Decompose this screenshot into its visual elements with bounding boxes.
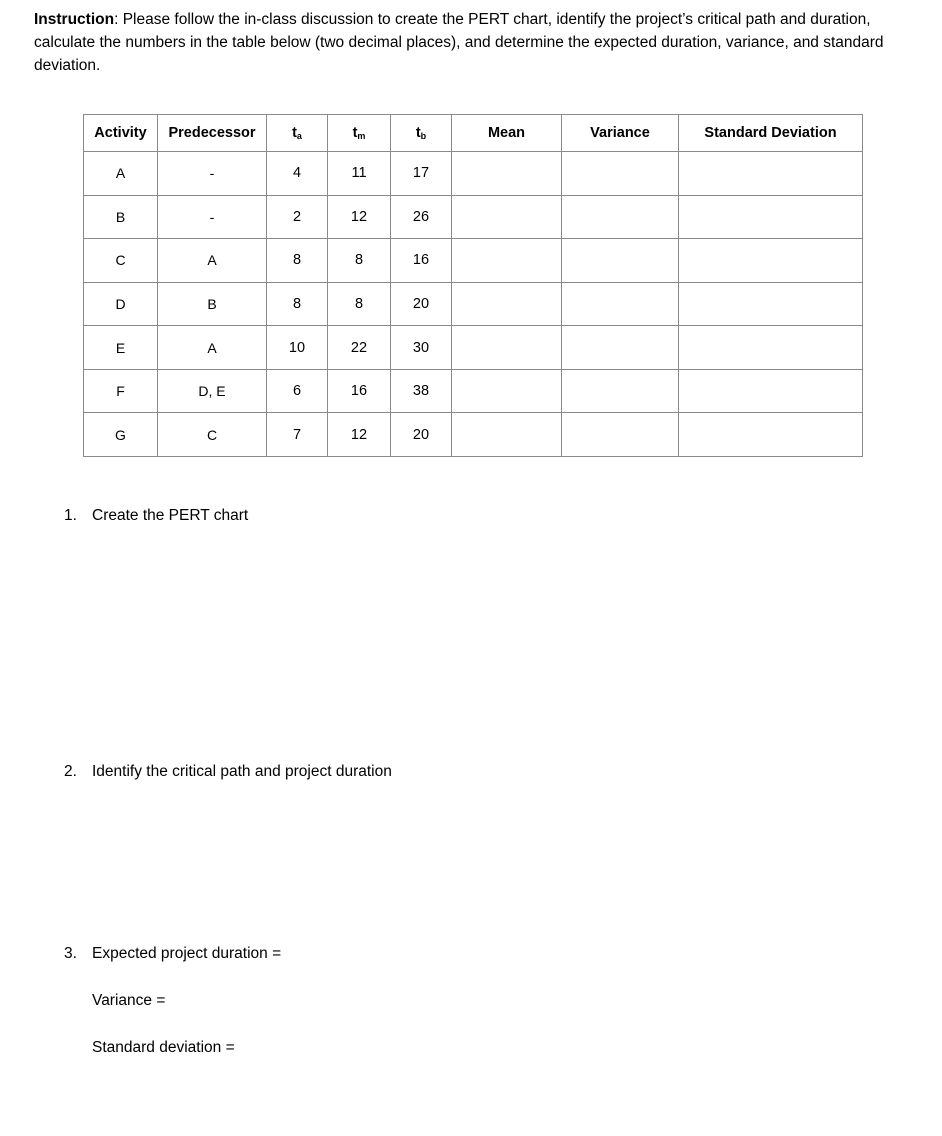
cell-variance[interactable] xyxy=(562,413,679,457)
cell-mean[interactable] xyxy=(452,152,562,196)
cell-tb: 20 xyxy=(391,282,452,326)
cell-mean[interactable] xyxy=(452,239,562,283)
cell-variance[interactable] xyxy=(562,282,679,326)
header-std: Standard Deviation xyxy=(679,115,863,152)
question-1-number: 1. xyxy=(64,507,77,524)
table-row xyxy=(84,195,863,239)
cell-activity: G xyxy=(84,413,158,457)
cell-variance[interactable] xyxy=(562,152,679,196)
pert-table xyxy=(83,114,863,457)
cell-ta: 7 xyxy=(267,413,328,457)
table-row xyxy=(84,326,863,370)
header-variance: Variance xyxy=(562,115,679,152)
header-ta xyxy=(267,115,328,152)
cell-ta: 10 xyxy=(267,326,328,370)
cell-std[interactable] xyxy=(679,152,863,196)
header-tm-base: t xyxy=(352,125,358,141)
cell-variance[interactable] xyxy=(562,195,679,239)
cell-tb: 20 xyxy=(391,413,452,457)
cell-std[interactable] xyxy=(679,239,863,283)
cell-mean[interactable] xyxy=(452,413,562,457)
header-mean: Mean xyxy=(452,115,562,152)
instruction-label: Instruction xyxy=(34,11,115,28)
cell-tm: 8 xyxy=(328,282,391,326)
cell-tb: 30 xyxy=(391,326,452,370)
cell-std[interactable] xyxy=(679,282,863,326)
expected-duration-label: Expected project duration = xyxy=(92,945,282,962)
cell-activity: F xyxy=(84,369,158,413)
header-tb xyxy=(391,115,452,152)
cell-std[interactable] xyxy=(679,195,863,239)
cell-predecessor: - xyxy=(158,195,267,239)
cell-tm: 12 xyxy=(328,195,391,239)
cell-tm: 22 xyxy=(328,326,391,370)
cell-tm: 11 xyxy=(328,152,391,196)
header-predecessor: Predecessor xyxy=(158,115,267,152)
cell-activity: E xyxy=(84,326,158,370)
cell-tb: 16 xyxy=(391,239,452,283)
table-row xyxy=(84,152,863,196)
cell-tm: 16 xyxy=(328,369,391,413)
cell-activity: C xyxy=(84,239,158,283)
instruction-text: : Please follow the in-class discussion to create the PERT chart, identify the project’s critical path and duration, calculate the numbers in the table below (two decimal places), and determine the expected duration, variance, and standard deviation. xyxy=(34,11,884,74)
cell-ta: 6 xyxy=(267,369,328,413)
cell-std[interactable] xyxy=(679,326,863,370)
cell-tb: 17 xyxy=(391,152,452,196)
question-2 xyxy=(64,762,392,782)
cell-mean[interactable] xyxy=(452,326,562,370)
header-ta-sub: a xyxy=(296,131,302,141)
cell-predecessor: D, E xyxy=(158,369,267,413)
question-3 xyxy=(64,944,281,964)
table-header-row xyxy=(84,115,863,152)
question-2-number: 2. xyxy=(64,763,77,780)
question-1-text: Create the PERT chart xyxy=(92,507,249,524)
cell-std[interactable] xyxy=(679,413,863,457)
cell-variance[interactable] xyxy=(562,239,679,283)
header-tm xyxy=(328,115,391,152)
table-row xyxy=(84,282,863,326)
cell-mean[interactable] xyxy=(452,195,562,239)
table-row xyxy=(84,239,863,283)
header-activity: Activity xyxy=(84,115,158,152)
cell-predecessor: B xyxy=(158,282,267,326)
header-tm-sub: m xyxy=(357,131,366,141)
cell-tb: 26 xyxy=(391,195,452,239)
question-1 xyxy=(64,506,248,526)
std-deviation-label: Standard deviation = xyxy=(92,1039,235,1056)
cell-activity: D xyxy=(84,282,158,326)
cell-activity: B xyxy=(84,195,158,239)
cell-variance[interactable] xyxy=(562,369,679,413)
question-3-number: 3. xyxy=(64,945,77,962)
cell-predecessor: A xyxy=(158,326,267,370)
question-2-text: Identify the critical path and project duration xyxy=(92,763,392,780)
cell-ta: 2 xyxy=(267,195,328,239)
cell-tm: 12 xyxy=(328,413,391,457)
cell-std[interactable] xyxy=(679,369,863,413)
cell-ta: 8 xyxy=(267,239,328,283)
cell-variance[interactable] xyxy=(562,326,679,370)
cell-tm: 8 xyxy=(328,239,391,283)
header-tb-base: t xyxy=(415,125,421,141)
cell-predecessor: A xyxy=(158,239,267,283)
cell-activity: A xyxy=(84,152,158,196)
cell-ta: 8 xyxy=(267,282,328,326)
cell-mean[interactable] xyxy=(452,282,562,326)
cell-tb: 38 xyxy=(391,369,452,413)
table-row xyxy=(84,369,863,413)
variance-label: Variance = xyxy=(92,992,166,1009)
table-row xyxy=(84,413,863,457)
instruction-paragraph xyxy=(34,8,914,77)
header-ta-base: t xyxy=(292,125,297,141)
header-tb-sub: b xyxy=(420,131,427,141)
cell-predecessor: C xyxy=(158,413,267,457)
cell-predecessor: - xyxy=(158,152,267,196)
cell-mean[interactable] xyxy=(452,369,562,413)
cell-ta: 4 xyxy=(267,152,328,196)
